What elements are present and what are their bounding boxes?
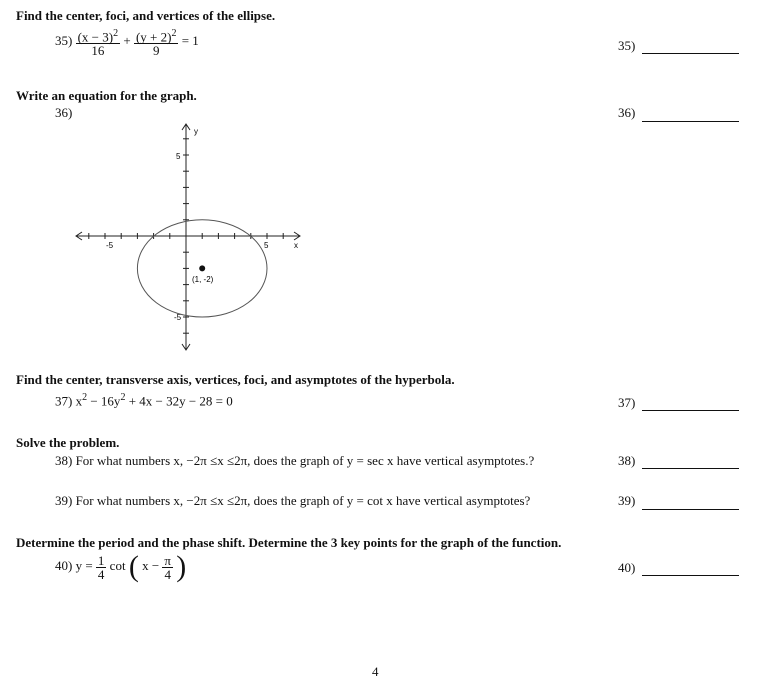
answer-line-37[interactable] bbox=[642, 410, 739, 411]
cot-coefficient-numerator: 1 bbox=[97, 552, 105, 568]
y-tick-label-neg5: -5 bbox=[174, 313, 182, 322]
phase-denominator: 4 bbox=[164, 566, 171, 582]
hyperbola-term-2: − 16y bbox=[87, 393, 121, 409]
answer-line-35[interactable] bbox=[642, 53, 739, 54]
y-tick-label-5: 5 bbox=[176, 152, 181, 161]
ellipse-y-denominator: 9 bbox=[152, 43, 160, 59]
answer-label-38: 38) bbox=[618, 453, 636, 468]
phase-fraction bbox=[162, 554, 173, 581]
problem-37 bbox=[55, 392, 233, 409]
ellipse-equals: = 1 bbox=[181, 33, 199, 49]
hyperbola-heading: Find the center, transverse axis, vertices, foci, and asymptotes of the hyperbola. bbox=[16, 372, 455, 387]
page-number: 4 bbox=[372, 664, 379, 679]
cot-function: cot bbox=[109, 557, 126, 573]
problem-36-number: 36) bbox=[55, 105, 73, 120]
answer-label-39: 39) bbox=[618, 493, 636, 508]
cot-coefficient-fraction bbox=[96, 554, 107, 581]
hyperbola-term-1: x bbox=[75, 393, 83, 409]
ellipse-heading: Find the center, foci, and vertices of the ellipse. bbox=[16, 8, 276, 23]
center-point-label: (1, -2) bbox=[192, 275, 214, 284]
answer-label-40: 40) bbox=[618, 560, 636, 575]
hyperbola-exponent-2: 2 bbox=[120, 392, 126, 403]
solve-heading: Solve the problem. bbox=[16, 435, 120, 450]
center-point bbox=[199, 265, 205, 271]
cot-coefficient-denominator: 4 bbox=[97, 566, 105, 582]
answer-label-37: 37) bbox=[618, 395, 636, 410]
problem-39: 39) For what numbers x, −2π ≤x ≤2π, does the graph of y = cot x have vertical asymptotes? bbox=[55, 493, 531, 508]
x-tick-label-5: 5 bbox=[264, 241, 269, 250]
x-tick-label-neg5: -5 bbox=[106, 241, 114, 250]
graph-heading: Write an equation for the graph. bbox=[16, 88, 197, 103]
problem-35-number: 35) bbox=[55, 33, 73, 49]
ellipse-y-numerator: (y + 2) bbox=[135, 29, 172, 45]
ellipse-plus: + bbox=[123, 33, 131, 49]
problem-38: 38) For what numbers x, −2π ≤x ≤2π, does the graph of y = sec x have vertical asymptotes.? bbox=[55, 453, 535, 468]
ellipse-fraction-y bbox=[134, 27, 179, 57]
phase-numerator: π bbox=[164, 552, 171, 568]
ellipse-y-exponent: 2 bbox=[171, 28, 177, 39]
ellipse-x-numerator: (x − 3) bbox=[77, 29, 114, 45]
ellipse-graph bbox=[70, 120, 310, 355]
x-axis-label: x bbox=[294, 241, 298, 250]
period-heading: Determine the period and the phase shift. Determine the 3 key points for the graph of the function. bbox=[16, 535, 562, 550]
right-paren: ) bbox=[176, 550, 187, 583]
ellipse-fraction-x bbox=[76, 27, 121, 57]
answer-line-39[interactable] bbox=[642, 509, 739, 510]
problem-35 bbox=[55, 27, 199, 57]
answer-line-40[interactable] bbox=[642, 575, 739, 576]
answer-line-36[interactable] bbox=[642, 121, 739, 122]
hyperbola-exponent-1: 2 bbox=[82, 392, 88, 403]
cot-argument-x: x − bbox=[142, 557, 160, 573]
ellipse-x-exponent: 2 bbox=[113, 28, 119, 39]
y-axis-label: y bbox=[194, 127, 198, 136]
problem-40-number: 40) y = bbox=[55, 557, 93, 573]
hyperbola-term-3: + 4x − 32y − 28 = 0 bbox=[125, 393, 233, 409]
left-paren: ( bbox=[128, 550, 139, 583]
problem-40 bbox=[55, 552, 186, 582]
answer-label-36: 36) bbox=[618, 105, 636, 120]
problem-37-number: 37) bbox=[55, 393, 76, 409]
answer-line-38[interactable] bbox=[642, 468, 739, 469]
ellipse-x-denominator: 16 bbox=[91, 43, 105, 59]
answer-label-35: 35) bbox=[618, 38, 636, 53]
